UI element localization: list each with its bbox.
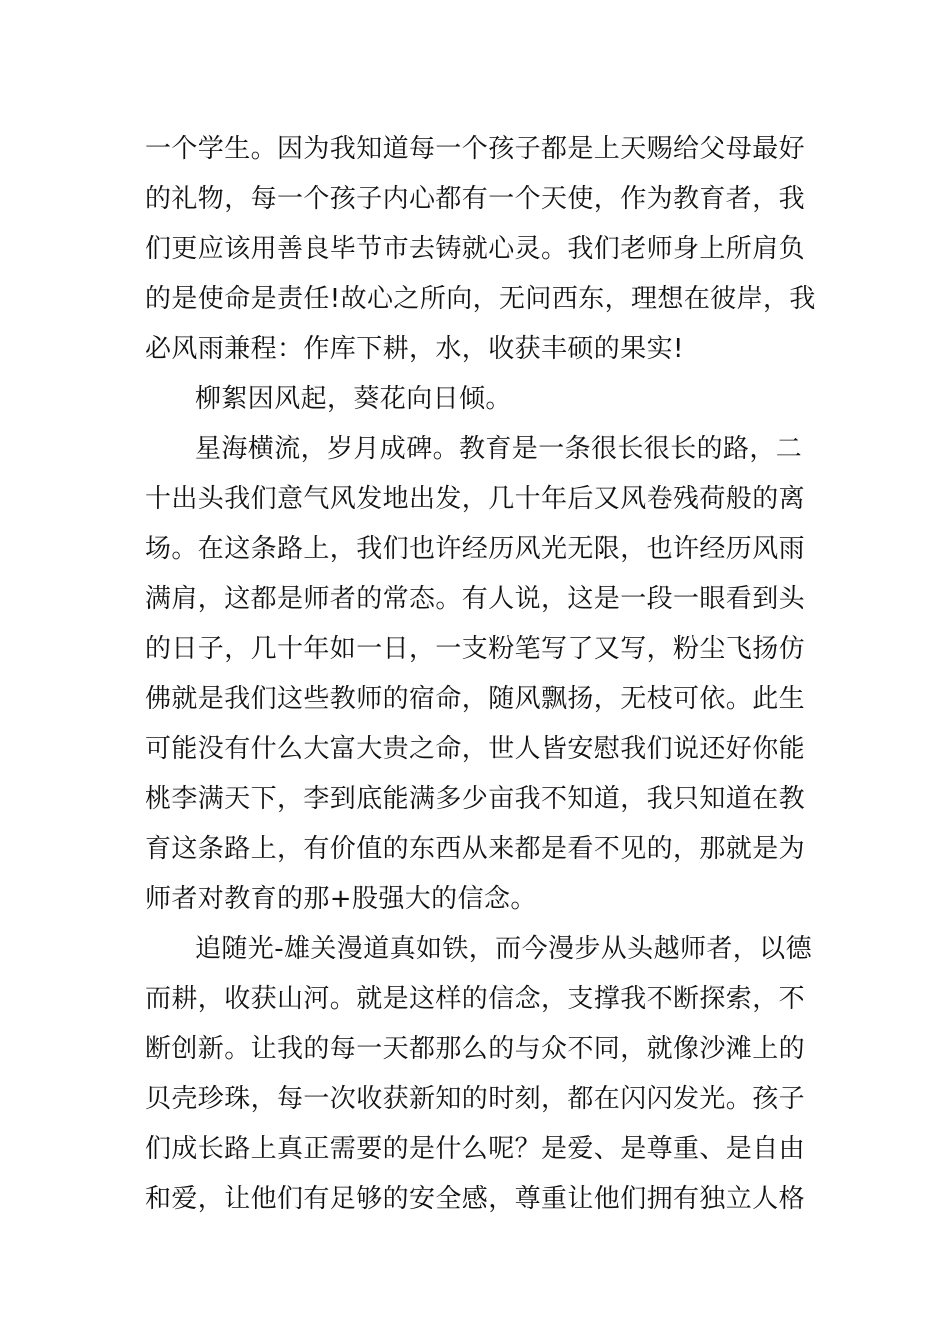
text-line: 必风雨兼程：作库下耕，水，收获丰硕的果实! bbox=[145, 334, 684, 364]
text-line: 佛就是我们这些教师的宿命，随风飘扬，无枝可依。此生 bbox=[145, 684, 806, 714]
text-line: 一个学生。因为我知道每一个孩子都是上天赐给父母最好 bbox=[145, 134, 806, 164]
text-line: 断创新。让我的每一天都那么的与众不同，就像沙滩上的 bbox=[145, 1034, 806, 1064]
text-line: 贝壳珍珠，每一次收获新知的时刻，都在闪闪发光。孩子 bbox=[145, 1084, 806, 1114]
paragraph-first-line: 追随光-雄关漫道真如铁，而今漫步从头越师者，以德 bbox=[195, 934, 812, 964]
text-line: 场。在这条路上，我们也许经历风光无限，也许经历风雨 bbox=[145, 534, 806, 564]
text-line: 满肩，这都是师者的常态。有人说，这是一段一眼看到头 bbox=[145, 584, 806, 614]
text-line: 们成长路上真正需要的是什么呢？是爱、是尊重、是自由 bbox=[145, 1134, 806, 1164]
text-line: 们更应该用善良毕节市去铸就心灵。我们老师身上所肩负 bbox=[145, 234, 806, 264]
text-line: 师者对教育的那+股强大的信念。 bbox=[145, 884, 537, 914]
paragraph-heading-line: 柳絮因风起，葵花向日倾。 bbox=[195, 384, 512, 414]
text-line: 的是使命是责任!故心之所向，无问西东，理想在彼岸，我 bbox=[145, 284, 816, 314]
paragraph-first-line: 星海横流，岁月成碑。教育是一条很长很长的路，二 bbox=[195, 434, 803, 464]
text-line: 育这条路上，有价值的东西从来都是看不见的，那就是为 bbox=[145, 834, 806, 864]
text-line: 十出头我们意气风发地出发，几十年后又风卷残荷般的离 bbox=[145, 484, 806, 514]
text-line: 可能没有什么大富大贵之命，世人皆安慰我们说还好你能 bbox=[145, 734, 806, 764]
text-line: 桃李满天下，李到底能满多少亩我不知道，我只知道在教 bbox=[145, 784, 806, 814]
text-line: 的礼物，每一个孩子内心都有一个天使，作为教育者，我 bbox=[145, 184, 806, 214]
text-line: 的日子，几十年如一日，一支粉笔写了又写，粉尘飞扬仿 bbox=[145, 634, 806, 664]
text-line: 而耕，收获山河。就是这样的信念，支撑我不断探索，不 bbox=[145, 984, 806, 1014]
text-line: 和爱，让他们有足够的安全感，尊重让他们拥有独立人格 bbox=[145, 1184, 806, 1214]
